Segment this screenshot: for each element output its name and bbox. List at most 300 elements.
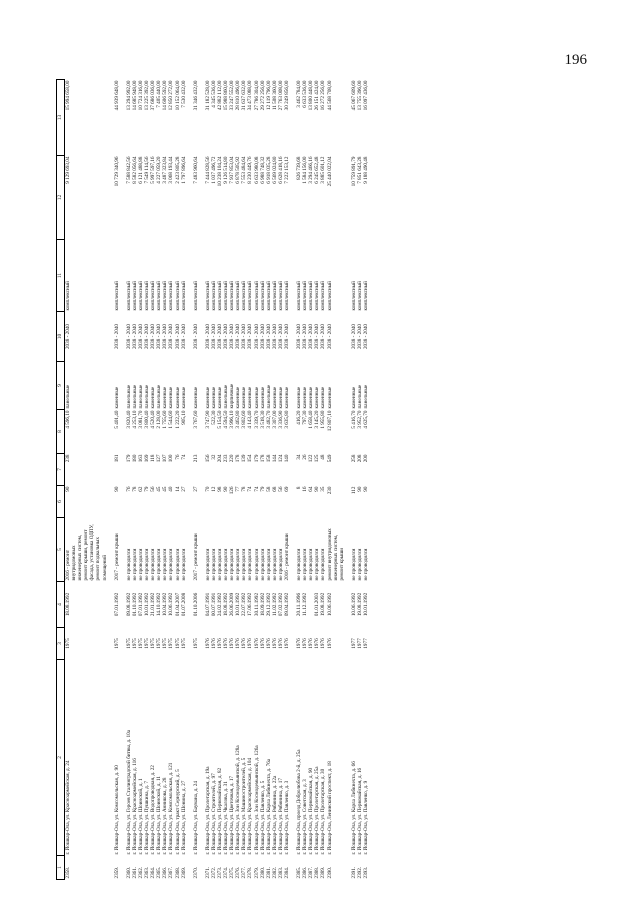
repair-period-cell: 2038 - 2040 — [277, 323, 284, 350]
privatization-date-cell: 00.07.1991 — [210, 592, 217, 617]
total-area-cell: 3 518,30 — [259, 410, 266, 429]
total-cost-cell: 13 800 448,00 — [308, 80, 315, 111]
repair-type-cell: комплексный — [302, 281, 309, 311]
residents-count-cell: 169 — [144, 454, 151, 463]
address-cell: г. Йошкар-Ола, ул. Шоинской, д. 11 — [156, 776, 163, 855]
total-area-cell: 3 307,00 — [271, 410, 278, 429]
address-cell: г. Йошкар-Ола, ул. Шонина, д. 27 — [180, 780, 187, 855]
column-header: 11 — [57, 240, 65, 312]
total-cost-cell: 29 272 256,00 — [259, 80, 266, 111]
column-header: 13 — [57, 80, 65, 156]
row-number-cell: 2392. — [356, 866, 363, 879]
last-repair-cell: не проводился — [350, 548, 357, 581]
apartments-count-cell: 90 — [113, 486, 120, 492]
address-cell: г. Йошкар-Ола, ул. Первомайская, д. 16 — [356, 767, 363, 855]
privatization-date-cell: 11.02.1992 — [271, 592, 278, 617]
last-repair-cell: не проводился — [174, 548, 181, 581]
last-repair-cell: ремонт внутридомовых инженерных систем, ремонт крыши — [326, 528, 345, 581]
row-number-cell: 2389. — [320, 866, 327, 879]
repair-cost-cell: 6 245 652,48 — [314, 156, 321, 184]
last-repair-cell: не проводился — [162, 548, 169, 581]
repair-period-cell: 2038 - 2040 — [162, 323, 169, 350]
repair-type-cell: комплексный — [320, 281, 327, 311]
residents-count-cell: 139 — [241, 454, 248, 463]
privatization-date-cell: 07.01.1992 — [113, 592, 120, 617]
row-number-cell: 2374. — [223, 866, 230, 879]
row-number-cell: 2391. — [350, 866, 357, 879]
last-repair-cell: не проводился — [125, 548, 132, 581]
last-repair-cell: не проводился — [168, 548, 175, 581]
repair-period-cell: 2038 - 2040 — [284, 323, 290, 350]
repair-type-cell: комплексный — [113, 281, 120, 311]
last-repair-cell: 2017 - ремонт крыши — [192, 533, 199, 581]
residents-count-cell: 154 — [247, 454, 254, 463]
privatization-date-cell: 01.10.1992 — [131, 592, 138, 617]
year-built-cell: 1976 — [308, 638, 315, 649]
total-area-cell: 3 996,10 — [229, 410, 236, 429]
total-area-cell: 4 594,50 — [223, 410, 230, 429]
privatization-date-cell: 01.01.2003 — [314, 592, 321, 617]
apartments-count-cell: 12 — [210, 486, 217, 492]
apartments-count-cell: 78 — [241, 486, 248, 492]
repair-period-cell: 2038 - 2040 — [302, 323, 309, 350]
apartments-count-cell: 90 — [223, 486, 230, 492]
row-number-cell: 2367. — [168, 866, 175, 879]
repair-cost-cell: 3 487 323,84 — [162, 156, 169, 184]
residents-count-cell: 179 — [125, 454, 132, 463]
repair-period-cell: 2038 - 2040 — [216, 323, 223, 350]
repair-period-cell: 2038 - 2040 — [241, 323, 248, 350]
address-cell: г. Йошкар-Ола, ул. Пушкина, д. 7 — [144, 781, 151, 855]
total-cost-cell: 27 763 008,00 — [277, 80, 284, 111]
privatization-date-cell: 10.06.1992 — [350, 592, 357, 617]
apartments-count-cell: 27 — [192, 486, 199, 492]
table-body — [57, 80, 370, 880]
total-area-cell: 5 401,40 — [113, 410, 120, 429]
apartments-count-cell: 45 — [162, 486, 169, 492]
privatization-date-cell: 01.04.2007 — [174, 592, 181, 617]
total-area-cell: 1 755,60 — [162, 410, 169, 429]
row-number-cell: 2383. — [277, 866, 284, 879]
total-cost-cell: 37 686 036,00 — [150, 80, 157, 111]
repair-period-cell: 2038 - 2040 — [296, 323, 303, 350]
year-built-cell: 1976 — [229, 638, 236, 649]
residents-count-cell: 34 — [296, 454, 303, 460]
repair-cost-cell: 1 797 896,64 — [180, 156, 187, 184]
residents-count-cell: 163 — [137, 454, 144, 463]
apartments-count-cell: 90 — [65, 486, 71, 492]
total-area-cell: 4 625,70 — [363, 410, 370, 429]
privatization-date-cell: 07.02.1992 — [277, 592, 284, 617]
wall-material-cell: панельные — [223, 384, 230, 409]
wall-material-cell: каменные — [320, 386, 327, 409]
apartments-count-cell: 78 — [131, 486, 138, 492]
row-number-cell: 2385. — [296, 866, 303, 879]
apartments-count-cell: 74 — [253, 486, 260, 492]
repair-period-cell: 2038 - 2040 — [168, 323, 175, 350]
residents-count-cell: 238 — [65, 454, 71, 463]
repair-cost-cell: 6 628 418,16 — [277, 156, 284, 184]
wall-material-cell: каменные — [168, 386, 175, 409]
apartments-count-cell: 35 — [320, 486, 327, 492]
repair-period-cell: 2038 - 2040 — [150, 323, 157, 350]
total-cost-cell: 42 882 112,00 — [216, 80, 223, 111]
column-number-header — [57, 80, 65, 880]
repair-cost-cell: 5 997 597,16 — [150, 156, 157, 184]
column-header: 9 — [57, 362, 65, 410]
row-number-cell: 2380. — [259, 866, 266, 879]
row-number-cell: 2375. — [229, 866, 236, 879]
repair-period-cell: 2038 - 2040 — [326, 323, 333, 350]
residents-count-cell: 100 — [168, 454, 175, 463]
address-cell: г. Йошкар-Ола, ул. Комсомольская, д. 90 — [113, 765, 120, 855]
last-repair-cell: не проводился — [308, 548, 315, 581]
privatization-date-cell: 04.07.1991 — [204, 592, 211, 617]
repair-cost-cell: 7 937 853,04 — [229, 156, 236, 184]
row-number-cell: 2386. — [302, 866, 309, 879]
wall-material-cell: каменные — [150, 386, 157, 409]
repair-period-cell: 2038 - 2040 — [113, 323, 120, 350]
repair-type-cell: комплексный — [241, 281, 248, 311]
repair-cost-cell: 7 222 153,12 — [284, 156, 290, 184]
last-repair-cell: не проводился — [180, 548, 187, 581]
last-repair-cell: не проводился — [216, 548, 223, 581]
repair-type-cell: комплексный — [296, 281, 303, 311]
residents-count-cell: 140 — [284, 454, 290, 463]
repair-cost-cell: 6 569 024,80 — [271, 156, 278, 184]
last-repair-cell: не проводился — [271, 548, 278, 581]
apartments-count-cell: 8 — [296, 486, 303, 490]
repair-cost-cell: 826 739,68 — [296, 156, 303, 180]
last-repair-cell: не проводился — [356, 548, 363, 581]
column-header: 4 — [57, 582, 65, 628]
repair-type-cell: комплексный — [265, 281, 272, 311]
year-built-cell: 1976 — [326, 638, 333, 649]
total-area-cell: 3 635,80 — [284, 410, 290, 429]
wall-material-cell: каменные — [174, 386, 181, 409]
apartments-count-cell: 90 — [363, 486, 370, 492]
row-number-cell: 2387. — [308, 866, 315, 879]
row-number-cell: 2359. — [113, 866, 120, 879]
repair-cost-cell: 6 633 980,08 — [253, 156, 260, 184]
repair-type-cell: комплексный — [356, 281, 363, 311]
year-built-cell: 1975 — [131, 638, 138, 649]
total-area-cell: 1 222,20 — [174, 410, 181, 429]
privatization-date-cell: 24.02.1992 — [216, 592, 223, 617]
repair-cost-cell: 6 918 035,28 — [265, 156, 272, 184]
apartments-count-cell: 64 — [308, 486, 315, 492]
address-cell: г. Йошкар-Ола, ул. Пролетарская, д. 25а — [314, 766, 321, 855]
total-cost-cell: 13 294 992,00 — [125, 80, 132, 111]
repair-type-cell: комплексный — [229, 281, 236, 311]
total-cost-cell: 16 272 256,00 — [320, 80, 327, 111]
year-built-cell: 1975 — [180, 638, 187, 649]
year-built-cell: 1975 — [192, 638, 199, 649]
privatization-date-cell: 10.01.1992 — [144, 592, 151, 617]
year-built-cell: 1976 — [265, 638, 272, 649]
row-number-cell: 2366. — [162, 866, 169, 879]
total-area-cell: 3 462,80 — [235, 410, 242, 429]
table-row — [327, 80, 345, 880]
row-number-cell: 2372. — [210, 866, 217, 879]
residents-count-cell: 107 — [162, 454, 169, 463]
total-cost-cell: 11 508 360,00 — [271, 80, 278, 111]
wall-material-cell: панельные — [356, 384, 363, 409]
address-cell: г. Йошкар-Ола, ул. Шоинской, д. 1 — [137, 778, 144, 855]
year-built-cell: 1975 — [168, 638, 175, 649]
repair-cost-cell: 10 238 104,24 — [216, 156, 223, 187]
row-number-cell: 2369. — [180, 866, 187, 879]
year-built-cell: 1976 — [271, 638, 278, 649]
total-cost-cell: 12 119 796,00 — [265, 80, 272, 111]
year-built-cell: 1976 — [320, 638, 327, 649]
apartments-count-cell: 90 — [314, 486, 321, 492]
repair-type-cell: комплексный — [204, 281, 211, 311]
repair-type-cell: комплексный — [192, 281, 199, 311]
address-cell: г. Йошкар-Ола, ул. Пролетарская, д. 19а — [204, 766, 211, 855]
column-header: 10 — [57, 312, 65, 362]
repair-period-cell: 2038 - 2040 — [253, 323, 260, 350]
address-cell: г. Йошкар-Ола, ул. Баумана, д. 24 — [192, 781, 199, 855]
wall-material-cell: каменные — [235, 386, 242, 409]
repair-cost-cell: 9 129 693,04 — [65, 156, 71, 184]
row-number-cell: 2361. — [131, 866, 138, 879]
row-number-cell: 2384. — [284, 866, 290, 879]
total-area-cell: 3 339,70 — [253, 410, 260, 429]
address-cell: г. Йошкар-Ола, ул. Красноармейская, д. 104 — [247, 757, 254, 855]
address-cell: г. Йошкар-Ола, ул. Красноармейская, д. 116 — [131, 758, 138, 855]
repair-type-cell: комплексный — [125, 281, 132, 311]
repair-cost-cell: 1 037 496,72 — [210, 156, 217, 184]
year-built-cell: 1976 — [296, 638, 303, 649]
year-built-cell: 1976 — [223, 638, 230, 649]
repair-type-cell: комплексный — [314, 281, 321, 311]
apartments-count-cell: 76 — [125, 486, 132, 492]
repair-cost-cell: 3 294 466,16 — [308, 156, 315, 184]
year-built-cell: 1975 — [150, 638, 157, 649]
total-area-cell: 4 520,40 — [150, 410, 157, 429]
apartments-count-cell: 70 — [204, 486, 211, 492]
repair-type-cell: комплексный — [271, 281, 278, 311]
residents-count-cell: 178 — [235, 454, 242, 463]
repair-cost-cell: 3 068 193,44 — [168, 156, 175, 184]
repair-cost-cell: 7 553 484,64 — [241, 156, 248, 184]
last-repair-cell: не проводился — [235, 548, 242, 581]
row-number-cell: 2365. — [156, 866, 163, 879]
address-cell: г. Йошкар-Ола, ул. Рябинина, д. 17 — [277, 778, 284, 855]
apartments-count-cell: 27 — [180, 486, 187, 492]
apartments-count-cell: 56 — [277, 486, 284, 492]
wall-material-cell: панельные — [144, 384, 151, 409]
last-repair-cell: не проводился — [210, 548, 217, 581]
total-area-cell: 522,30 — [210, 410, 217, 425]
privatization-date-cell: 20.11.1996 — [296, 592, 303, 617]
repair-period-cell: 2038 - 2040 — [350, 323, 357, 350]
wall-material-cell: каменные — [180, 386, 187, 409]
wall-material-cell: каменные — [204, 386, 211, 409]
address-cell: г. Йошкар-Ола, ул. Карла Либкнехта, д. 76а — [265, 758, 272, 855]
repair-type-cell: комплексный — [363, 281, 370, 311]
year-built-cell: 1976 — [204, 638, 211, 649]
repair-cost-cell: 1 584 156,00 — [302, 156, 309, 184]
residents-count-cell: 549 — [326, 454, 333, 463]
residents-count-cell: 179 — [253, 454, 260, 463]
repair-period-cell: 2038 - 2040 — [235, 323, 242, 350]
repair-cost-cell: 10 759 891,79 — [350, 156, 357, 187]
last-repair-cell: 2016 - ремонт внутридомовых инженерных систем, ремонт крыши, ремонт фасада, установка ОДПУ, ремонт подвальных помещений — [65, 524, 108, 581]
wall-material-cell: каменные — [326, 386, 333, 409]
year-built-cell: 1975 — [125, 638, 132, 649]
year-built-cell: 1975 — [65, 638, 71, 649]
repair-period-cell: 2038 - 2040 — [144, 323, 151, 350]
address-cell: г. Йошкар-Ола, ул. Советская, д. 3 — [302, 779, 309, 855]
apartments-count-cell: 45 — [156, 486, 163, 492]
privatization-date-cell: 01.07.2008 — [180, 592, 187, 617]
repair-cost-cell: 2 423 805,28 — [174, 156, 181, 184]
privatization-date-cell: 11.12.1992 — [302, 592, 309, 617]
total-cost-cell: 15 988 860,00 — [223, 80, 230, 111]
wall-material-cell: каменные — [296, 386, 303, 409]
row-number-cell: 2376. — [235, 866, 242, 879]
address-cell: г. Йошкар-Ола, ул. Анникова, д. 28 — [162, 777, 169, 855]
residents-count-cell: 208 — [356, 454, 363, 463]
wall-material-cell: панельные — [156, 384, 163, 409]
repair-type-cell: комплексный — [308, 281, 315, 311]
year-built-cell: 1976 — [235, 638, 242, 649]
total-cost-cell: 30 249 856,00 — [284, 80, 290, 111]
total-area-cell: 12 807,10 — [326, 410, 333, 432]
residents-count-cell: 74 — [180, 454, 187, 460]
wall-material-cell: каменные — [314, 386, 321, 409]
repair-type-cell: комплексный — [144, 281, 151, 311]
repair-type-cell: комплексный — [174, 281, 181, 311]
repair-period-cell: 2038 - 2040 — [320, 323, 327, 350]
last-repair-cell: не проводился — [131, 548, 138, 581]
total-cost-cell: 14 685 948,00 — [131, 80, 138, 111]
year-built-cell: 1975 — [156, 638, 163, 649]
apartments-count-cell: 126 — [229, 486, 236, 495]
year-built-cell: 1976 — [210, 638, 217, 649]
total-area-cell: 4 253,10 — [131, 410, 138, 429]
total-cost-cell: 34 473 088,00 — [247, 80, 254, 111]
privatization-date-cell: 07.01.1992 — [137, 592, 144, 617]
column-header: 8 — [57, 410, 65, 454]
row-number-cell: 2393. — [363, 866, 370, 879]
privatization-date-cell: 18.08.1992 — [65, 592, 71, 617]
repair-period-cell: 2038 - 2040 — [223, 323, 230, 350]
total-cost-cell: 12 850 272,00 — [168, 80, 175, 111]
repair-period-cell: 2038 - 2040 — [265, 323, 272, 350]
residents-count-cell: 122 — [308, 454, 315, 463]
column-header: 7 — [57, 454, 65, 486]
repair-cost-cell: 7 483 960,64 — [192, 156, 199, 184]
total-area-cell: 2 128,00 — [156, 410, 163, 429]
address-cell: г. Йошкар-Ола, ул. Павленко, д. 9 — [363, 780, 370, 855]
last-repair-cell: не проводился — [156, 548, 163, 581]
apartments-count-cell: 90 — [356, 486, 363, 492]
year-built-cell: 1976 — [216, 638, 223, 649]
repair-cost-cell: 7 851 643,28 — [356, 156, 363, 184]
total-area-cell: 3 747,90 — [204, 410, 211, 429]
address-cell: г. Йошкар-Ола, ул. Водопроводная, д. 22 — [150, 765, 157, 855]
apartments-count-cell: 62 — [137, 486, 144, 492]
address-cell: г. Йошкар-Ола, ул. Героев Сталинградской битвы, д. 10а — [125, 729, 132, 855]
repair-type-cell: комплексный — [137, 281, 144, 311]
residents-count-cell: 233 — [223, 454, 230, 463]
column-header: 12 — [57, 156, 65, 240]
wall-material-cell: каменные — [192, 386, 199, 409]
row-number-cell: 2382. — [271, 866, 278, 879]
total-cost-cell: 27 786 304,00 — [253, 80, 260, 111]
repair-cost-cell: 7 588 842,56 — [125, 156, 132, 184]
total-cost-cell: 44 939 648,00 — [113, 80, 120, 111]
repair-cost-cell: 7 549 114,56 — [144, 156, 151, 184]
rotated-table-region — [56, 80, 576, 880]
row-number-cell: 2381. — [265, 866, 272, 879]
privatization-date-cell: 09.04.1992 — [284, 592, 290, 617]
total-area-cell: 3 952,70 — [356, 410, 363, 429]
total-area-cell: 1 658,40 — [308, 410, 315, 429]
housing-repair-table — [56, 79, 369, 880]
apartments-count-cell: 68 — [271, 486, 278, 492]
repair-period-cell: 2038 - 2040 — [210, 323, 217, 350]
year-built-cell: 1976 — [253, 638, 260, 649]
last-repair-cell: не проводился — [314, 548, 321, 581]
total-cost-cell: 31 637 632,00 — [241, 80, 248, 111]
row-number-cell: 2358. — [65, 866, 71, 879]
total-area-cell: 3 081,70 — [137, 410, 144, 429]
privatization-date-cell: 19.08.1992 — [320, 592, 327, 617]
total-cost-cell: 6 633 536,00 — [302, 80, 309, 108]
year-built-cell: 1976 — [284, 638, 290, 649]
wall-material-cell: панельные — [65, 384, 71, 409]
repair-cost-cell: 6 878 505,92 — [235, 156, 242, 184]
wall-material-cell: панельные — [131, 384, 138, 409]
address-cell: г. Йошкар-Ола, ул. Павленко, д. 3 — [284, 780, 290, 855]
residents-count-cell: 26 — [302, 454, 309, 460]
privatization-date-cell: 09.08.1992 — [125, 592, 132, 617]
total-area-cell: 1 955,80 — [320, 410, 327, 429]
repair-type-cell: комплексный — [223, 281, 230, 311]
repair-period-cell: 2038 - 2040 — [308, 323, 315, 350]
wall-material-cell: панельные — [265, 384, 272, 409]
row-number-cell: 2370. — [192, 866, 199, 879]
address-cell: г. Йошкар-Ола, ул. Строителей, д. 97 — [210, 773, 217, 855]
repair-period-cell: 2038 - 2040 — [174, 323, 181, 350]
apartments-count-cell: 98 — [216, 486, 223, 492]
last-repair-cell: не проводился — [363, 548, 370, 581]
table-row — [65, 80, 108, 880]
total-area-cell: 3 336,90 — [277, 410, 284, 429]
last-repair-cell: не проводился — [320, 548, 327, 581]
wall-material-cell: кирпичные — [229, 383, 236, 409]
total-area-cell: 3 145,20 — [314, 410, 321, 429]
repair-cost-cell: 9 188 490,48 — [363, 156, 370, 184]
year-built-cell: 1976 — [302, 638, 309, 649]
repair-type-cell: комплексный — [150, 281, 157, 311]
address-cell: г. Йошкар-Ола, ул. Красноармейская, д. 24 — [65, 760, 71, 855]
total-area-cell: 905,10 — [180, 410, 187, 425]
address-cell: г. Йошкар-Ола, ул. Чкалова, д. 31 — [223, 781, 230, 855]
residents-count-cell: 124 — [277, 454, 284, 463]
year-built-cell: 1976 — [247, 638, 254, 649]
privatization-date-cell: 19.08.1992 — [356, 592, 363, 617]
repair-type-cell: комплексный — [326, 281, 333, 311]
total-cost-cell: 4 345 536,00 — [210, 80, 217, 108]
total-cost-cell: 7 405 440,00 — [156, 80, 163, 108]
repair-period-cell: 2038 - 2040 — [137, 323, 144, 350]
repair-cost-cell: 6 121 488,88 — [137, 156, 144, 184]
